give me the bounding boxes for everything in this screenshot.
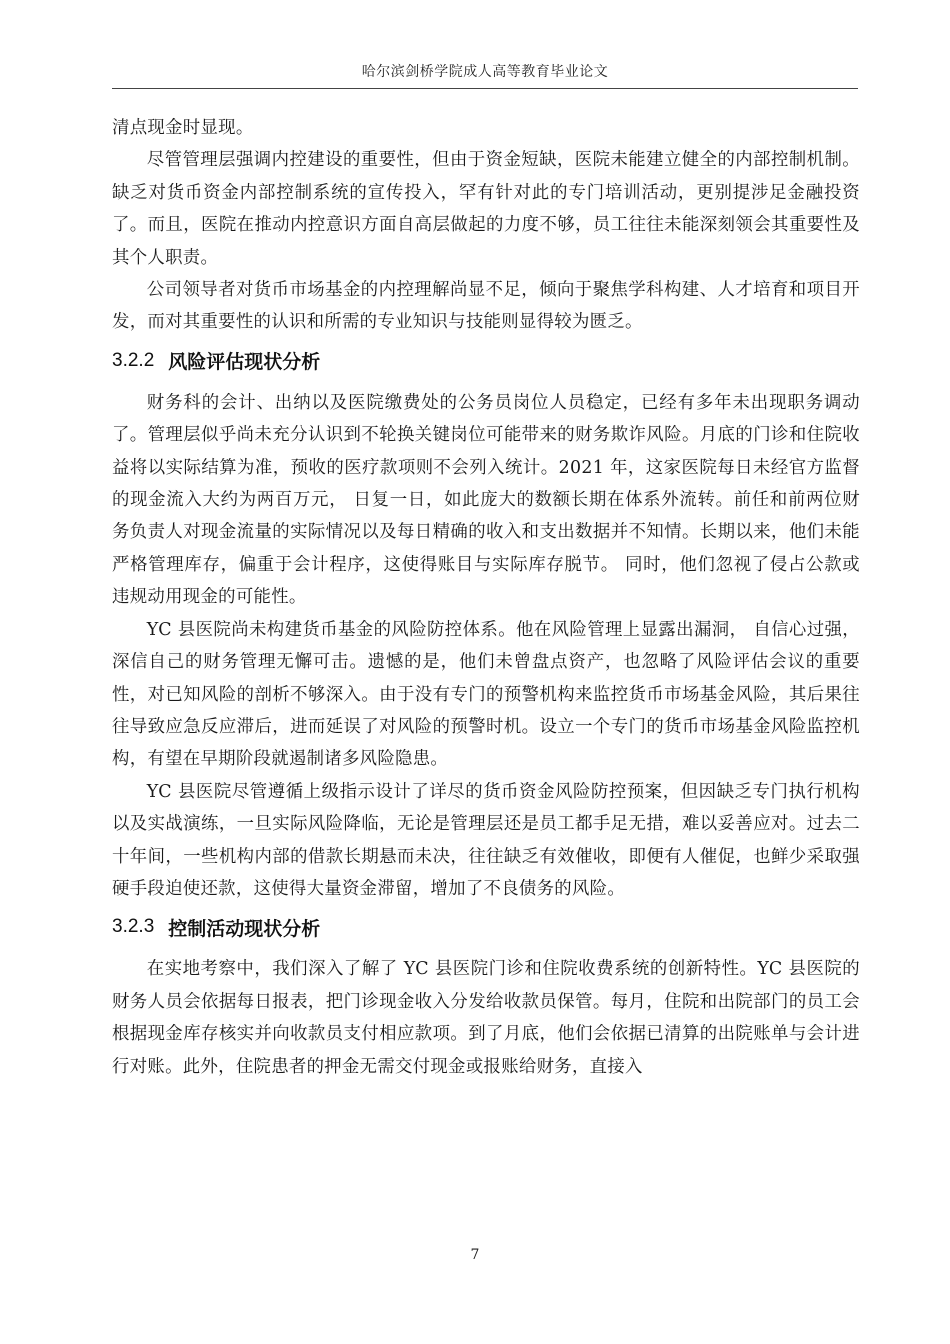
section-number: 3.2.2 bbox=[112, 349, 155, 371]
paragraph: 公司领导者对货币市场基金的内控理解尚显不足，倾向于聚焦学科构建、人才培育和项目开发，而对其重要性的认识和所需的专业知识与技能则显得较为匮乏。 bbox=[112, 280, 860, 333]
header-rule bbox=[112, 88, 858, 89]
section-title: 控制活动现状分析 bbox=[168, 917, 321, 940]
section-number: 3.2.3 bbox=[112, 916, 155, 938]
section-title: 风险评估现状分析 bbox=[168, 351, 321, 374]
paragraph: YC 县医院尽管遵循上级指示设计了详尽的货币资金风险防控预案，但因缺乏专门执行机构以及实战演练，一旦实际风险降临，无论是管理层还是员工都手足无措，难以妥善应对。过去二十年间，一些机构内部的借款长期悬而未决，往往缺乏有效催收，即便有人催促，也鲜少采取强硬手段迫使还款，这使得大量资金滞留，增加了不良债务的风险。 bbox=[112, 781, 860, 899]
paragraph: 尽管管理层强调内控建设的重要性，但由于资金短缺，医院未能建立健全的内部控制机制。缺乏对货币资金内部控制系统的宣传投入，罕有针对此的专门培训活动，更别提涉足金融投资了。而且，医院在推动内控意识方面自高层做起的力度不够，员工往往未能深刻领会其重要性及其个人职责。 bbox=[112, 150, 860, 268]
paragraph: 财务科的会计、出纳以及医院缴费处的公务员岗位人员稳定，已经有多年未出现职务调动了。管理层似乎尚未充分认识到不轮换关键岗位可能带来的财务欺诈风险。月底的门诊和住院收益将以实际结算为准，预收的医疗款项则不会列入统计。2021 年，这家医院每日未经官方监督的现金流入大约为两百万元， 日复一日，如此庞大的数额长期在体系外流转。前任和前两位财务负责人对现金流量的实际情况以及每日精确的收入和支出数据并不知情。长期以来，他们未能严格管理库存，偏重于会计程序，这使得账目与实际库存脱节。 同时，他们忽视了侵占公款或违规动用现金的可能性。 bbox=[112, 392, 860, 608]
running-header: 哈尔滨剑桥学院成人高等教育毕业论文 bbox=[361, 64, 609, 80]
paragraph: 在实地考察中，我们深入了解了 YC 县医院门诊和住院收费系统的创新特性。YC 县医院的财务人员会依据每日报表，把门诊现金收入分发给收款员保管。每月，住院和出院部门的员工会根据现金库存核实并向收款员支付相应款项。到了月底，他们会依据已清算的出院账单与会计进行对账。此外，住院患者的押金无需交付现金或报账给财务，直接入 bbox=[112, 959, 860, 1077]
paragraph-continuation: 清点现金时显现。 bbox=[112, 118, 254, 138]
page-number: 7 bbox=[470, 1247, 480, 1263]
paragraph: YC 县医院尚未构建货币基金的风险防控体系。他在风险管理上显露出漏洞， 自信心过强，深信自己的财务管理无懈可击。遗憾的是，他们未曾盘点资产，也忽略了风险评估会议的重要性，对已知风险的剖析不够深入。由于没有专门的预警机构来监控货币市场基金风险，其后果往往导致应急反应滞后，进而延误了对风险的预警时机。设立一个专门的货币市场基金风险监控机构，有望在早期阶段就遏制诸多风险隐患。 bbox=[112, 619, 860, 770]
page-body bbox=[112, 112, 860, 1083]
section-heading-risk-assessment bbox=[112, 341, 860, 381]
section-heading-control-activities bbox=[112, 907, 860, 947]
